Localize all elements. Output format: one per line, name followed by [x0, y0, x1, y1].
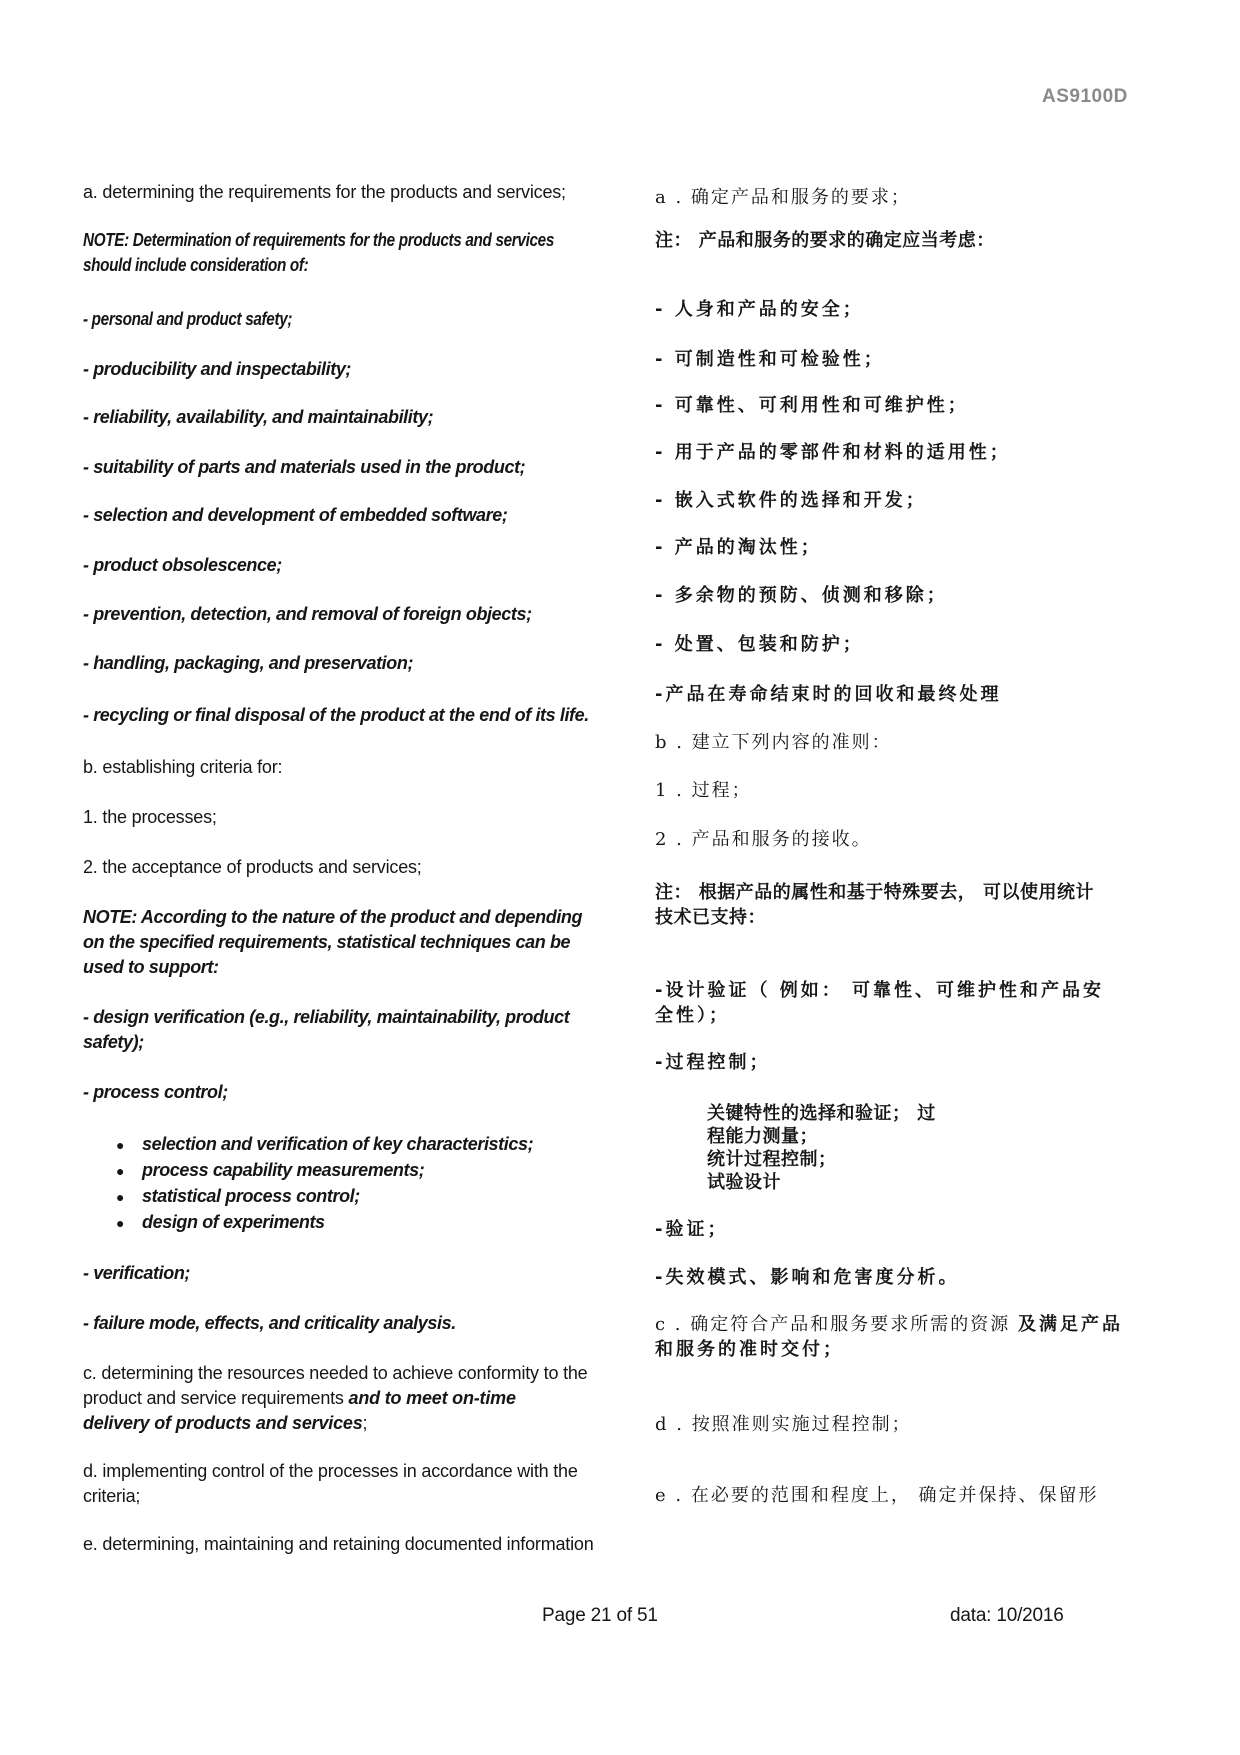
text-line: should include consideration of:: [83, 255, 309, 275]
english-column: [83, 180, 643, 1557]
paragraph: [83, 805, 643, 830]
text-run: c . 确定符合产品和服务要求所需的资源: [655, 1314, 1018, 1335]
bullet-icon: ●: [116, 1137, 125, 1153]
bullet-icon: ●: [116, 1189, 125, 1205]
text-line: - 用于产品的零部件和材料的适用性；: [655, 442, 1011, 463]
text-line: [83, 1411, 643, 1436]
text-run: 和服务的准时交付；: [655, 1339, 844, 1360]
paragraph: [655, 632, 1155, 657]
text-line: - selection and development of embedded software;: [83, 505, 508, 525]
paragraph: [655, 1412, 1155, 1437]
text-line: 注： 产品和服务的要求的确定应当考虑：: [655, 230, 995, 251]
text-line: 统计过程控制；: [707, 1149, 837, 1170]
text-line: - 处置、包装和防护；: [655, 634, 864, 655]
paragraph: [83, 855, 643, 880]
text-line: - 人身和产品的安全；: [655, 299, 864, 320]
paragraph: [83, 1080, 643, 1105]
paragraph: [655, 440, 1155, 465]
paragraph: [655, 535, 1155, 560]
text-line: e . 在必要的范围和程度上， 确定并保持、保留形: [655, 1485, 1099, 1506]
paragraph: [83, 503, 643, 528]
paragraph: [655, 1265, 1155, 1290]
text-line: 2 . 产品和服务的接收。: [655, 829, 872, 850]
paragraph: [83, 357, 643, 382]
document-code-header: AS9100D: [1042, 86, 1128, 107]
paragraph: [83, 1532, 643, 1557]
paragraph: [83, 180, 643, 205]
text-line: - 可制造性和可检验性；: [655, 349, 885, 370]
text-line: a . 确定产品和服务的要求；: [655, 187, 911, 208]
text-run: ;: [362, 1413, 368, 1433]
text-line: b . 建立下列内容的准则：: [655, 732, 892, 753]
text-line: -验证；: [655, 1219, 729, 1240]
text-line: - 嵌入式软件的选择和开发；: [655, 490, 927, 511]
paragraph: [83, 1005, 643, 1055]
paragraph: [655, 347, 1155, 372]
text-line: ● statistical process control;: [83, 1184, 643, 1210]
paragraph: [83, 755, 643, 780]
text-run: delivery of products and services: [83, 1413, 363, 1433]
paragraph: [655, 880, 1155, 930]
text-line: - failure mode, effects, and criticality analysis.: [83, 1313, 456, 1333]
bullet-icon: ●: [116, 1215, 125, 1231]
paragraph: [655, 1483, 1155, 1508]
paragraph: [83, 1311, 643, 1336]
text-line: b. establishing criteria for:: [83, 757, 283, 777]
paragraph: [655, 778, 1155, 803]
text-line: - recycling or final disposal of the product at the end of its life.: [83, 705, 589, 725]
text-line: - verification;: [83, 1263, 191, 1283]
text-line: - prevention, detection, and removal of foreign objects;: [83, 604, 532, 624]
bullet-list: [83, 1132, 643, 1236]
text-line: - 可靠性、可利用性和可维护性；: [655, 395, 969, 416]
text-run: 及满足产品: [1017, 1314, 1123, 1335]
text-line: on the specified requirements, statistical techniques can be: [83, 932, 571, 952]
text-run: and to meet on-time: [348, 1388, 516, 1408]
text-line: -产品在寿命结束时的回收和最终处理: [655, 684, 1002, 705]
bullet-icon: ●: [116, 1163, 125, 1179]
text-line: - personal and product safety;: [83, 309, 293, 329]
chinese-column: [655, 185, 1155, 1508]
text-line: ● design of experiments: [83, 1210, 643, 1236]
paragraph: [83, 455, 643, 480]
text-line: -设计验证（ 例如： 可靠性、可维护性和产品安: [655, 980, 1105, 1001]
paragraph: [655, 1102, 1155, 1194]
text-line: d . 按照准则实施过程控制；: [655, 1414, 912, 1435]
text-line: criteria;: [83, 1486, 141, 1506]
paragraph: [83, 1459, 643, 1509]
text-line: NOTE: According to the nature of the product and depending: [83, 907, 583, 927]
text-run: c. determining the resources needed to achieve conformity to the: [83, 1363, 588, 1383]
text-line: 1 . 过程；: [655, 780, 752, 801]
paragraph: [655, 228, 1155, 253]
text-line: [83, 1361, 643, 1386]
paragraph: [655, 1217, 1155, 1242]
paragraph: [83, 602, 643, 627]
paragraph: [83, 228, 643, 278]
text-line: 试验设计: [707, 1172, 781, 1193]
text-line: e. determining, maintaining and retaining documented information: [83, 1534, 594, 1554]
text-line: 注： 根据产品的属性和基于特殊要去， 可以使用统计: [655, 882, 1095, 903]
paragraph: [655, 682, 1155, 707]
paragraph: [655, 583, 1155, 608]
text-line: - producibility and inspectability;: [83, 359, 352, 379]
text-run: product and service requirements: [83, 1388, 349, 1408]
paragraph: [83, 307, 643, 332]
text-line: d. implementing control of the processes in accordance with the: [83, 1461, 578, 1481]
text-line: - handling, packaging, and preservation;: [83, 653, 414, 673]
text-line: a. determining the requirements for the products and services;: [83, 182, 566, 202]
text-line: -过程控制；: [655, 1052, 771, 1073]
text-line: - 多余物的预防、侦测和移除；: [655, 585, 948, 606]
text-line: - reliability, availability, and maintainability;: [83, 407, 434, 427]
paragraph: [655, 488, 1155, 513]
text-line: 程能力测量；: [707, 1126, 818, 1147]
footer-page-number: Page 21 of 51: [542, 1605, 658, 1626]
text-line: 2. the acceptance of products and services;: [83, 857, 422, 877]
paragraph: [83, 1361, 643, 1436]
paragraph: [83, 405, 643, 430]
paragraph: [83, 905, 643, 980]
text-line: - process control;: [83, 1082, 228, 1102]
text-line: safety);: [83, 1032, 144, 1052]
footer-date: data: 10/2016: [950, 1605, 1064, 1626]
paragraph: [655, 185, 1155, 210]
text-line: [655, 1337, 1155, 1362]
text-line: - 产品的淘汰性；: [655, 537, 822, 558]
text-line: ● selection and verification of key characteristics;: [83, 1132, 643, 1158]
paragraph: [655, 730, 1155, 755]
paragraph: [83, 1261, 643, 1286]
paragraph: [655, 978, 1155, 1028]
text-line: - design verification (e.g., reliability, maintainability, product: [83, 1007, 570, 1027]
text-line: 技术已支持：: [655, 907, 766, 928]
paragraph: [655, 1050, 1155, 1075]
paragraph: [655, 297, 1155, 322]
paragraph: [655, 393, 1155, 418]
paragraph: [655, 827, 1155, 852]
paragraph: [83, 703, 643, 728]
paragraph: [83, 651, 643, 676]
text-line: used to support:: [83, 957, 219, 977]
text-line: - product obsolescence;: [83, 555, 282, 575]
text-line: -失效模式、影响和危害度分析。: [655, 1267, 960, 1288]
text-line: [83, 1386, 643, 1411]
text-line: 关键特性的选择和验证； 过: [707, 1103, 936, 1124]
text-line: [655, 1312, 1155, 1337]
text-line: 1. the processes;: [83, 807, 217, 827]
text-line: NOTE: Determination of requirements for the products and services: [83, 230, 555, 250]
text-line: - suitability of parts and materials used in the product;: [83, 457, 526, 477]
text-line: ● process capability measurements;: [83, 1158, 643, 1184]
paragraph: [655, 1312, 1155, 1362]
paragraph: [83, 553, 643, 578]
text-line: 全性）；: [655, 1005, 730, 1026]
